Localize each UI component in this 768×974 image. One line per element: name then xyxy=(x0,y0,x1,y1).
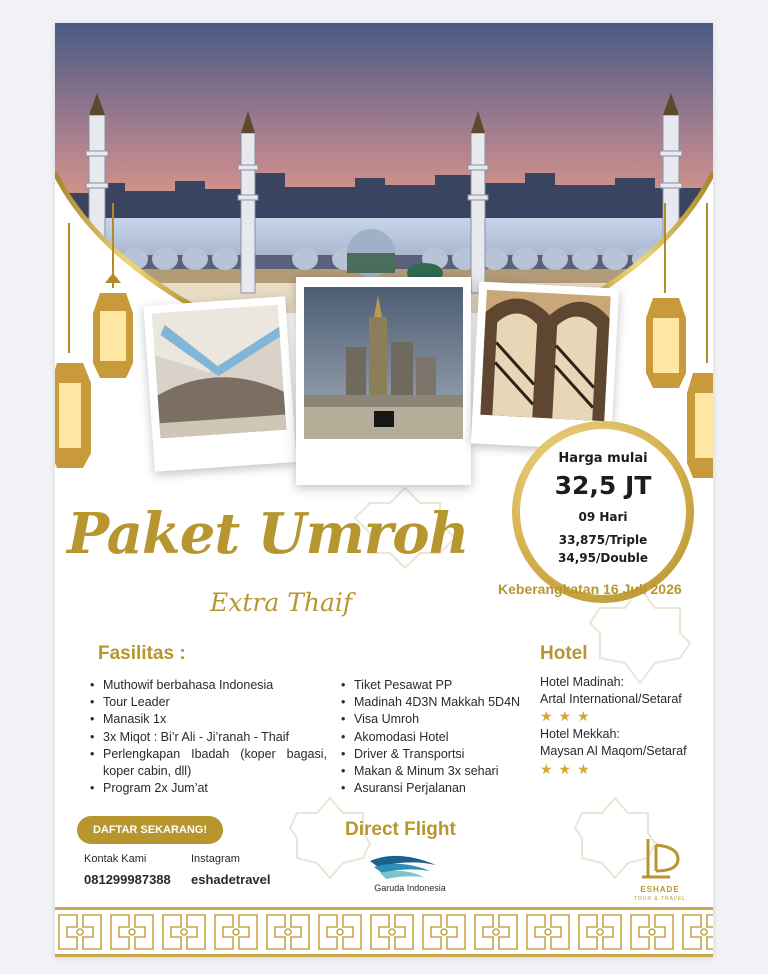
list-item: • Perlengkapan Ibadah (koper bagasi, koper cabin, dll) xyxy=(87,746,327,780)
hotel-mekkah-stars: ★★★ xyxy=(540,762,596,778)
list-item: • Visa Umroh xyxy=(338,711,538,728)
instagram-handle[interactable]: eshadetravel xyxy=(191,872,271,887)
direct-flight-heading: Direct Flight xyxy=(345,819,456,840)
brand-name: ESHADE xyxy=(640,885,680,894)
ornament-border xyxy=(55,907,713,957)
photo-umbrellas xyxy=(143,296,296,472)
photo-kaaba xyxy=(296,277,471,485)
facilities-list-left xyxy=(87,677,327,797)
hotel-mekkah-label: Hotel Mekkah: xyxy=(540,727,620,741)
list-item: • Manasik 1x xyxy=(87,711,327,728)
hotel-madinah-name: Artal International/Setaraf xyxy=(540,692,682,706)
hotel-madinah-label: Hotel Madinah: xyxy=(540,675,625,689)
brand-tagline: TOUR & TRAVEL xyxy=(633,896,687,902)
duration: 09 Hari xyxy=(578,510,628,524)
list-item: • Tiket Pesawat PP xyxy=(338,677,538,694)
list-item: • Muthowif berbahasa Indonesia xyxy=(87,677,327,694)
price-triple: 33,875/Triple xyxy=(558,533,648,547)
eshade-logo-icon xyxy=(630,835,690,885)
list-item: • Makan & Minum 3x sehari xyxy=(338,763,538,780)
hotel-mekkah xyxy=(540,726,687,760)
instagram-label: Instagram xyxy=(191,853,240,865)
price-label: Harga mulai xyxy=(558,451,648,466)
hotel-madinah-stars: ★★★ xyxy=(540,709,596,725)
lantern-left-icon xyxy=(55,203,145,483)
garuda-logo-icon xyxy=(368,851,438,883)
list-item: • Asuransi Perjalanan xyxy=(338,780,538,797)
list-item: • Program 2x Jum’at xyxy=(87,780,327,797)
list-item: • Tour Leader xyxy=(87,694,327,711)
contact-label: Kontak Kami xyxy=(84,853,147,865)
facilities-heading: Fasilitas : xyxy=(98,643,186,664)
price-badge xyxy=(512,421,694,603)
contact-phone[interactable]: 081299987388 xyxy=(84,872,171,887)
facilities-list-right xyxy=(338,677,538,797)
list-item: • Driver & Transportsi xyxy=(338,746,538,763)
hotel-madinah xyxy=(540,674,682,708)
list-item: • Akomodasi Hotel xyxy=(338,729,538,746)
list-item: • 3x Miqot : Bi’r Ali - Ji’ranah - Thaif xyxy=(87,729,327,746)
list-item: • Madinah 4D3N Makkah 5D4N xyxy=(338,694,538,711)
airline-name: Garuda Indonesia xyxy=(374,883,446,893)
poster xyxy=(55,23,713,957)
register-button[interactable]: DAFTAR SEKARANG! xyxy=(77,816,223,844)
price-double: 34,95/Double xyxy=(558,551,648,565)
page-title: Paket Umroh xyxy=(67,501,469,567)
price-value: 32,5 JT xyxy=(554,471,652,500)
price-badge-inner xyxy=(520,429,686,595)
page-subtitle: Extra Thaif xyxy=(210,588,353,617)
departure-date: Keberangkatan 16 Juli 2026 xyxy=(498,581,682,597)
hotel-mekkah-name: Maysan Al Maqom/Setaraf xyxy=(540,744,687,758)
hotel-heading: Hotel xyxy=(540,643,588,664)
